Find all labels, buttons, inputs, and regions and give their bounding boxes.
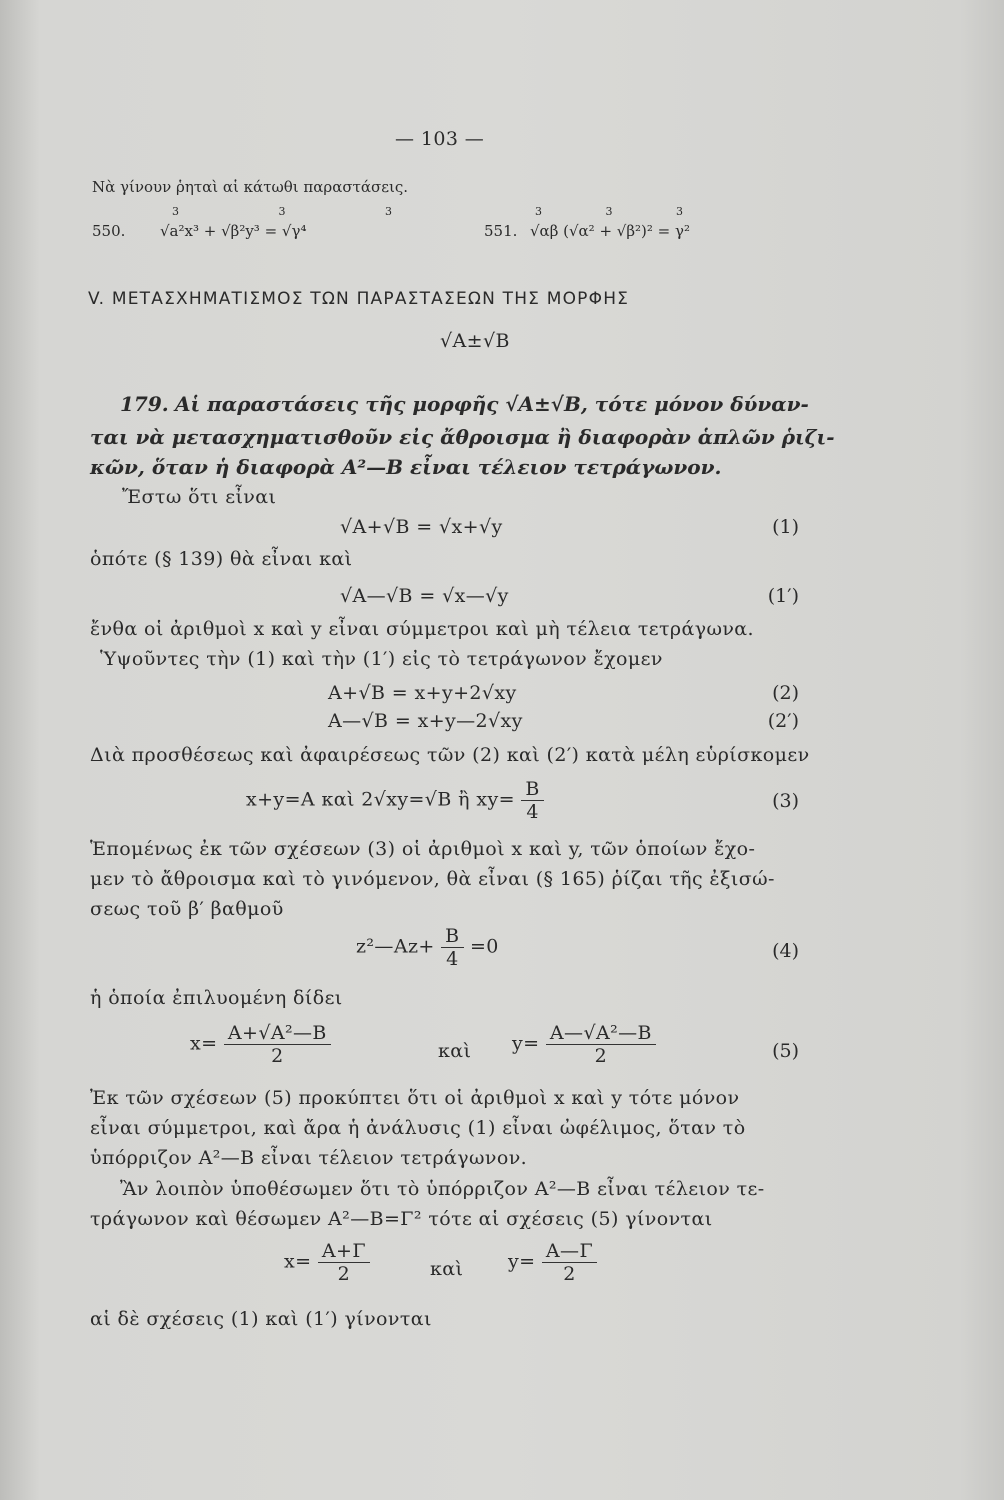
equation-3-label: (3) (772, 790, 799, 812)
equation-5-x-fraction (224, 1022, 331, 1067)
suppose-line-1: Ἂν λοιπὸν ὑποθέσωμεν ὅτι τὸ ὑπόρριζον A²—B εἶναι τέλειον τε- (120, 1178, 765, 1200)
consequence-line-1: Ἑπομένως ἐκ τῶν σχέσεων (3) οἱ ἀριθμοὶ x καὶ y, τῶν ὁποίων ἔχο- (90, 838, 756, 860)
equation-4-numerator: B (441, 925, 463, 948)
equation-4 (356, 925, 499, 970)
equation-6-y-numerator: A—Γ (542, 1240, 597, 1263)
equation-6-x-fraction (318, 1240, 370, 1285)
solving-text: ἡ ὁποία ἐπιλυομένη δίδει (90, 987, 343, 1009)
equation-5-y-lhs: y= (512, 1032, 540, 1055)
equation-5-y-numerator: A—√A²—B (546, 1022, 656, 1045)
where-text: ἔνθα οἱ ἀριθμοὶ x καὶ y εἶναι σύμμετροι καὶ μὴ τέλεια τετράγωνα. (90, 618, 754, 640)
equation-1-label: (1) (772, 516, 799, 538)
equation-6-y-fraction (542, 1240, 597, 1285)
final-line: αἱ δὲ σχέσεις (1) καὶ (1′) γίνονται (90, 1308, 432, 1330)
equation-1-prime-label: (1′) (767, 585, 799, 607)
equation-6-y-denominator: 2 (563, 1263, 576, 1285)
equation-1: √A+√B = √x+√y (340, 516, 503, 538)
equation-5-y (512, 1022, 656, 1067)
equation-5-and: καὶ (438, 1040, 472, 1062)
equation-2-prime: A—√B = x+y—2√xy (328, 710, 523, 732)
equation-6-y (508, 1240, 597, 1285)
result-line-3: ὑπόρριζον A²—B εἶναι τέλειον τετράγωνον. (90, 1147, 528, 1169)
section-heading: V. ΜΕΤΑΣΧΗΜΑΤΙΣΜΟΣ ΤΩΝ ΠΑΡΑΣΤΑΣΕΩΝ ΤΗΣ ΜΟΡΦΗΣ (88, 289, 630, 309)
equation-6-x-numerator: A+Γ (318, 1240, 370, 1263)
equation-5-y-fraction (546, 1022, 656, 1067)
consequence-line-3: σεως τοῦ β′ βαθμοῦ (90, 898, 284, 920)
equation-3-fraction (521, 778, 543, 823)
add-text: Διὰ προσθέσεως καὶ ἀφαιρέσεως τῶν (2) καὶ (2′) κατὰ μέλη εὑρίσκομεν (90, 744, 810, 766)
theorem-line-2: ται νὰ μετασχηματισθοῦν εἰς ἄθροισμα ἢ διαφορὰν ἁπλῶν ῥιζι- (90, 425, 835, 449)
equation-3-left: x+y=A καὶ 2√xy=√B ἢ xy= (246, 788, 515, 811)
exercise-551-number: 551. (484, 222, 518, 240)
equation-6-x-denominator: 2 (337, 1263, 351, 1285)
equation-5-x-denominator: 2 (271, 1045, 284, 1067)
square-text: Ὑψοῦντες τὴν (1) καὶ τὴν (1′) εἰς τὸ τετράγωνον ἔχομεν (100, 648, 663, 670)
theorem-line-3: κῶν, ὅταν ἡ διαφορὰ A²—B εἶναι τέλειον τετράγωνον. (90, 455, 722, 479)
intro-line: Νὰ γίνουν ῥηταὶ αἱ κάτωθι παραστάσεις. (92, 178, 409, 196)
exercise-550-expression: √a²x³ + √β²y³ = √γ⁴ (160, 222, 307, 240)
equation-1-prime: √A—√B = √x—√y (340, 585, 509, 607)
exercise-550-index-marks: 3 3 3 (172, 205, 440, 218)
equation-5-label: (5) (772, 1040, 799, 1062)
equation-5-y-denominator: 2 (594, 1045, 608, 1067)
exercise-550-number: 550. (92, 222, 126, 240)
result-line-1: Ἐκ τῶν σχέσεων (5) προκύπτει ὅτι οἱ ἀριθμοὶ x καὶ y τότε μόνον (90, 1087, 740, 1109)
page-number: — 103 — (395, 128, 485, 150)
equation-4-denominator: 4 (446, 948, 459, 970)
section-form: √A±√B (440, 330, 510, 352)
equation-3-denominator: 4 (526, 801, 539, 823)
equation-6-x (284, 1240, 370, 1285)
equation-3-numerator: B (521, 778, 543, 801)
equation-5-x-lhs: x= (190, 1032, 218, 1055)
theorem-number: 179. (120, 392, 169, 416)
equation-5-x (190, 1022, 331, 1067)
equation-4-right: =0 (469, 935, 499, 958)
consequence-line-2: μεν τὸ ἄθροισμα καὶ τὸ γινόμενον, θὰ εἶναι (§ 165) ῥίζαι τῆς ἐξισώ- (90, 868, 775, 890)
equation-5-x-numerator: A+√A²—B (224, 1022, 331, 1045)
exercise-551-index-marks: 3 3 3 (535, 205, 713, 218)
exercise-551-expression: √αβ (√α² + √β²)² = γ² (530, 222, 690, 240)
equation-2-prime-label: (2′) (767, 710, 799, 732)
suppose-line-2: τράγωνον καὶ θέσωμεν A²—B=Γ² τότε αἱ σχέσεις (5) γίνονται (90, 1208, 713, 1230)
equation-3 (246, 778, 544, 823)
equation-4-left: z²—Az+ (356, 935, 435, 958)
equation-2-label: (2) (772, 682, 799, 704)
equation-6-x-lhs: x= (284, 1250, 312, 1273)
result-line-2: εἶναι σύμμετροι, καὶ ἄρα ἡ ἀνάλυσις (1) εἶναι ὠφέλιμος, ὅταν τὸ (90, 1117, 746, 1139)
equation-6-and: καὶ (430, 1258, 464, 1280)
equation-6-y-lhs: y= (508, 1250, 536, 1273)
let-text: Ἔστω ὅτι εἶναι (122, 486, 277, 508)
then-text: ὁπότε (§ 139) θὰ εἶναι καὶ (90, 548, 353, 570)
equation-4-label: (4) (772, 940, 799, 962)
equation-4-fraction (441, 925, 463, 970)
theorem-line-1: Αἱ παραστάσεις τῆς μορφῆς √A±√B, τότε μόνον δύναν- (175, 392, 809, 416)
equation-2: A+√B = x+y+2√xy (328, 682, 517, 704)
